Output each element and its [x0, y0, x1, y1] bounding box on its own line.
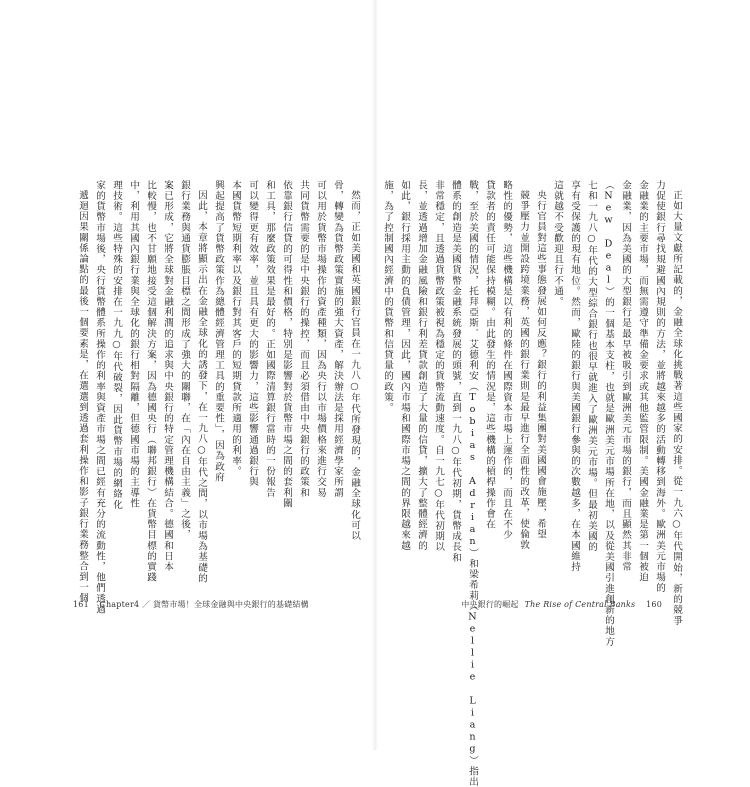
text-column: 然而，正如美國和英國銀行官員在一九八○年代所發現的，金融全球化可以: [349, 190, 360, 542]
text-column: 和工具，那麼政策效果是最好的。正如國際清算銀行當時的一份報告: [264, 180, 275, 498]
text-column: 可以用於貨幣市場操作的資產種類，因為央行以市場價格來進行交易: [315, 180, 326, 498]
text-column: 金融業，因為美國的大型銀行是最早被吸引到歐洲美元市場的銀行，而且顯然其非常: [620, 180, 631, 573]
text-column: 骨，轉變為貨幣政策實施的強大資產，解決辦法是採用經濟學家所謂: [332, 180, 343, 498]
text-column: 中，利用其國內銀行業與全球化的銀行相對隔離，但德國市場的主導性: [128, 180, 139, 509]
right-page-footer: [461, 599, 670, 610]
text-column: 戰，至於美國的情況，托拜亞斯．艾德利安（Tobias Adrian）和梁希莉（Nellie Liang）指出: [467, 180, 478, 787]
text-column: 略性的優勢，這些機構是以有利的條件在國際資本市場上運作的，而且在不少: [501, 180, 512, 541]
left-page-footer: [65, 599, 309, 610]
text-column: 如此，銀行採用主動的負債管理，因此，國內市場和國際市場之間的界限越來越: [399, 180, 410, 551]
chapter-label: 中央銀行的崛起: [461, 600, 519, 609]
text-column: 競爭壓力並開設跨境業務，英國的銀行業則是最早進行全面性的改革，使倫敦: [518, 190, 529, 551]
text-column: 這就越不受歡迎且行不通。: [552, 180, 563, 308]
left-page: [0, 0, 375, 750]
text-column: 可以變得更有效率，並且具有更大的影響力，這些影響通過銀行與: [247, 180, 258, 488]
text-column: 案已形成，它將全球對金融利潤的追求與中央銀行的特定管理機構結合。德國和日本: [162, 180, 173, 573]
chapter-label: Chapter4: [99, 600, 140, 609]
text-column: 央行官員對這些事態發展如何反應？銀行的利益集團對美國國會施壓，希望: [535, 190, 546, 540]
text-column: 正如大量文獻所記載的，金融全球化挑戰著這些國家的安排。從一九六○年代開始，新的競爭: [671, 190, 682, 626]
text-column: 銀行業務與通貨膨脹目標之間形成了強大的關聯，在「內在自由主義」之後，: [179, 180, 190, 541]
text-column: 本國貨幣短期利率以及銀行對其客戶的短期貸款所適用的利率。: [230, 180, 241, 477]
running-title: ／: [139, 600, 153, 609]
text-column: 興起提高了貨幣政策作為總體經濟管理工具的重要性」，因為政府: [213, 180, 224, 483]
running-title: 貨幣市場！全球金融與中央銀行的基礎結構: [152, 600, 309, 609]
text-column: 體系的創造是美國貨幣金融系統發展的頭號，直到一九八○年代初期，貨幣成長和: [450, 180, 461, 563]
text-column: 長，並透過增加金融風險和銀行利差貸款創造了大量的信貸，擴大了整體經濟的: [416, 180, 427, 551]
text-column: 理技術。這些特殊的安排在一九九○年代破裂，因此貨幣市場的網絡化: [111, 180, 122, 510]
page-number: 160: [646, 600, 662, 609]
text-column: 依靠銀行信貸的可得性和價格，特別是影響對於貨幣市場之間的套利關: [281, 180, 292, 509]
text-column: 因此，本章將顯示出在金融全球化的誘發下，在一九八○年代之間，以市場為基礎的: [196, 190, 207, 584]
text-column: 享有受保護的現有地位。然而，歐陸的銀行與美國銀行參與的次數越多，在本國維持: [569, 180, 580, 573]
text-column: 非常穩定，且透過貨幣政策被視為穩定的貨幣流動速度。自一九七○年代初期以: [433, 180, 444, 553]
running-title: The Rise of Central Banks: [524, 600, 636, 609]
page-number: 161: [73, 600, 89, 609]
text-column: 力促使銀行尋找規避國內規則的方法，並將越來越多的活動轉移到海外。歐洲美元市場的: [654, 180, 665, 594]
text-column: 貸款者的責任可能保持模糊。由此發生的情況是，這些機構的槓桿操作會在: [484, 180, 495, 530]
text-column: 遞迴因果關係論點的最後一個要素是，在選選到透過套利操作和影子銀行業務整合到一個: [77, 190, 88, 604]
text-column: 施，為了控制國內經濟中的貨幣和信貸量的政策。: [382, 180, 393, 414]
right-page: [375, 0, 750, 787]
text-column: 共同貨幣需要的是中央銀行的操控，而且必須借由中央銀行的政策和: [298, 180, 309, 498]
text-column: （New Deal）的一個基本支柱，也就是歐洲美元市場所在地，以及從美國引進創新的地方: [603, 180, 614, 647]
text-column: 七和一九八○年代的大型綜合銀行也很早就進入了歐洲美元市場。但最初美國的: [586, 180, 597, 553]
text-column: 家的貨幣市場後，央行貨幣體系所操作的利率與資產市場之間已經有充分的流動性，他們透過: [94, 180, 105, 615]
text-column: 金融業的主要市場，而無需遵守準備金要求或其他監管限制。美國金融業是第一個被迫: [637, 180, 648, 583]
text-column: 比較慢，也不甘願地接受這個解決方案，因為德國央行（聯邦銀行）在貨幣目標的實踐: [145, 180, 156, 583]
